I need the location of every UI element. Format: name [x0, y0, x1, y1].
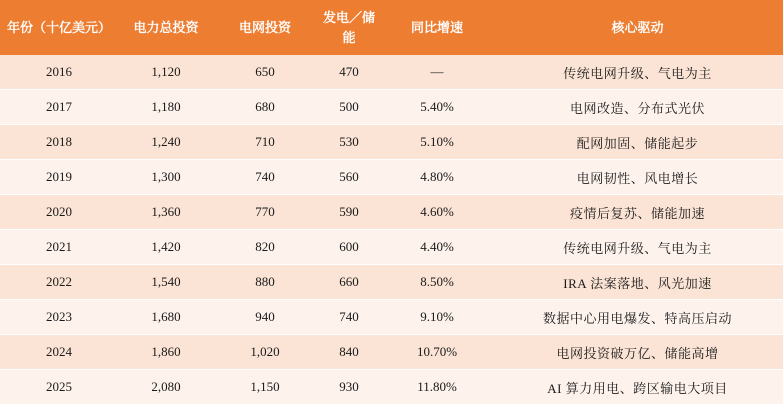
cell-grid: 820 [214, 230, 316, 265]
cell-year: 2016 [0, 55, 118, 90]
cell-generation: 930 [316, 370, 382, 405]
table-row [0, 55, 783, 90]
cell-grid: 710 [214, 125, 316, 160]
table-header-row [0, 0, 783, 55]
cell-driver: 传统电网升级、气电为主 [492, 55, 783, 90]
cell-generation: 470 [316, 55, 382, 90]
cell-growth: 9.10% [382, 300, 492, 335]
cell-driver: 电网韧性、风电增长 [492, 160, 783, 195]
column-header-total-investment: 电力总投资 [118, 0, 214, 55]
cell-driver: 电网投资破万亿、储能高增 [492, 335, 783, 370]
cell-growth: 10.70% [382, 335, 492, 370]
cell-year: 2021 [0, 230, 118, 265]
cell-driver: 疫情后复苏、储能加速 [492, 195, 783, 230]
cell-year: 2019 [0, 160, 118, 195]
cell-growth: 5.40% [382, 90, 492, 125]
cell-generation: 500 [316, 90, 382, 125]
cell-total: 1,420 [118, 230, 214, 265]
cell-total: 1,860 [118, 335, 214, 370]
column-header-growth-rate: 同比增速 [382, 0, 492, 55]
table-row [0, 160, 783, 195]
cell-driver: AI 算力用电、跨区输电大项目 [492, 370, 783, 405]
cell-year: 2022 [0, 265, 118, 300]
column-header-grid-investment: 电网投资 [214, 0, 316, 55]
cell-growth: 4.40% [382, 230, 492, 265]
table-row [0, 125, 783, 160]
cell-generation: 740 [316, 300, 382, 335]
cell-generation: 590 [316, 195, 382, 230]
cell-grid: 1,020 [214, 335, 316, 370]
table-body [0, 55, 783, 405]
cell-grid: 740 [214, 160, 316, 195]
cell-growth: 4.60% [382, 195, 492, 230]
cell-year: 2020 [0, 195, 118, 230]
cell-total: 1,180 [118, 90, 214, 125]
cell-driver: 配网加固、储能起步 [492, 125, 783, 160]
cell-total: 1,120 [118, 55, 214, 90]
cell-growth: 8.50% [382, 265, 492, 300]
cell-grid: 880 [214, 265, 316, 300]
cell-total: 1,300 [118, 160, 214, 195]
column-header-generation-storage: 发电／储能 [316, 0, 382, 55]
cell-grid: 770 [214, 195, 316, 230]
cell-generation: 560 [316, 160, 382, 195]
cell-driver: 数据中心用电爆发、特高压启动 [492, 300, 783, 335]
cell-growth: — [382, 55, 492, 90]
cell-total: 1,540 [118, 265, 214, 300]
column-header-core-driver: 核心驱动 [492, 0, 783, 55]
cell-driver: 传统电网升级、气电为主 [492, 230, 783, 265]
cell-driver: IRA 法案落地、风光加速 [492, 265, 783, 300]
cell-grid: 940 [214, 300, 316, 335]
cell-grid: 650 [214, 55, 316, 90]
cell-driver: 电网改造、分布式光伏 [492, 90, 783, 125]
cell-total: 1,240 [118, 125, 214, 160]
cell-generation: 600 [316, 230, 382, 265]
cell-year: 2025 [0, 370, 118, 405]
cell-year: 2024 [0, 335, 118, 370]
cell-growth: 11.80% [382, 370, 492, 405]
cell-year: 2017 [0, 90, 118, 125]
cell-total: 1,680 [118, 300, 214, 335]
cell-generation: 530 [316, 125, 382, 160]
cell-growth: 4.80% [382, 160, 492, 195]
cell-year: 2023 [0, 300, 118, 335]
table-row [0, 370, 783, 405]
column-header-year: 年份（十亿美元） [0, 0, 118, 55]
table-row [0, 300, 783, 335]
cell-growth: 5.10% [382, 125, 492, 160]
cell-grid: 1,150 [214, 370, 316, 405]
table-row [0, 230, 783, 265]
table-row [0, 195, 783, 230]
cell-generation: 660 [316, 265, 382, 300]
cell-generation: 840 [316, 335, 382, 370]
table-header [0, 0, 783, 55]
cell-year: 2018 [0, 125, 118, 160]
table-row [0, 335, 783, 370]
table-row [0, 90, 783, 125]
table-row [0, 265, 783, 300]
cell-total: 2,080 [118, 370, 214, 405]
cell-grid: 680 [214, 90, 316, 125]
cell-total: 1,360 [118, 195, 214, 230]
